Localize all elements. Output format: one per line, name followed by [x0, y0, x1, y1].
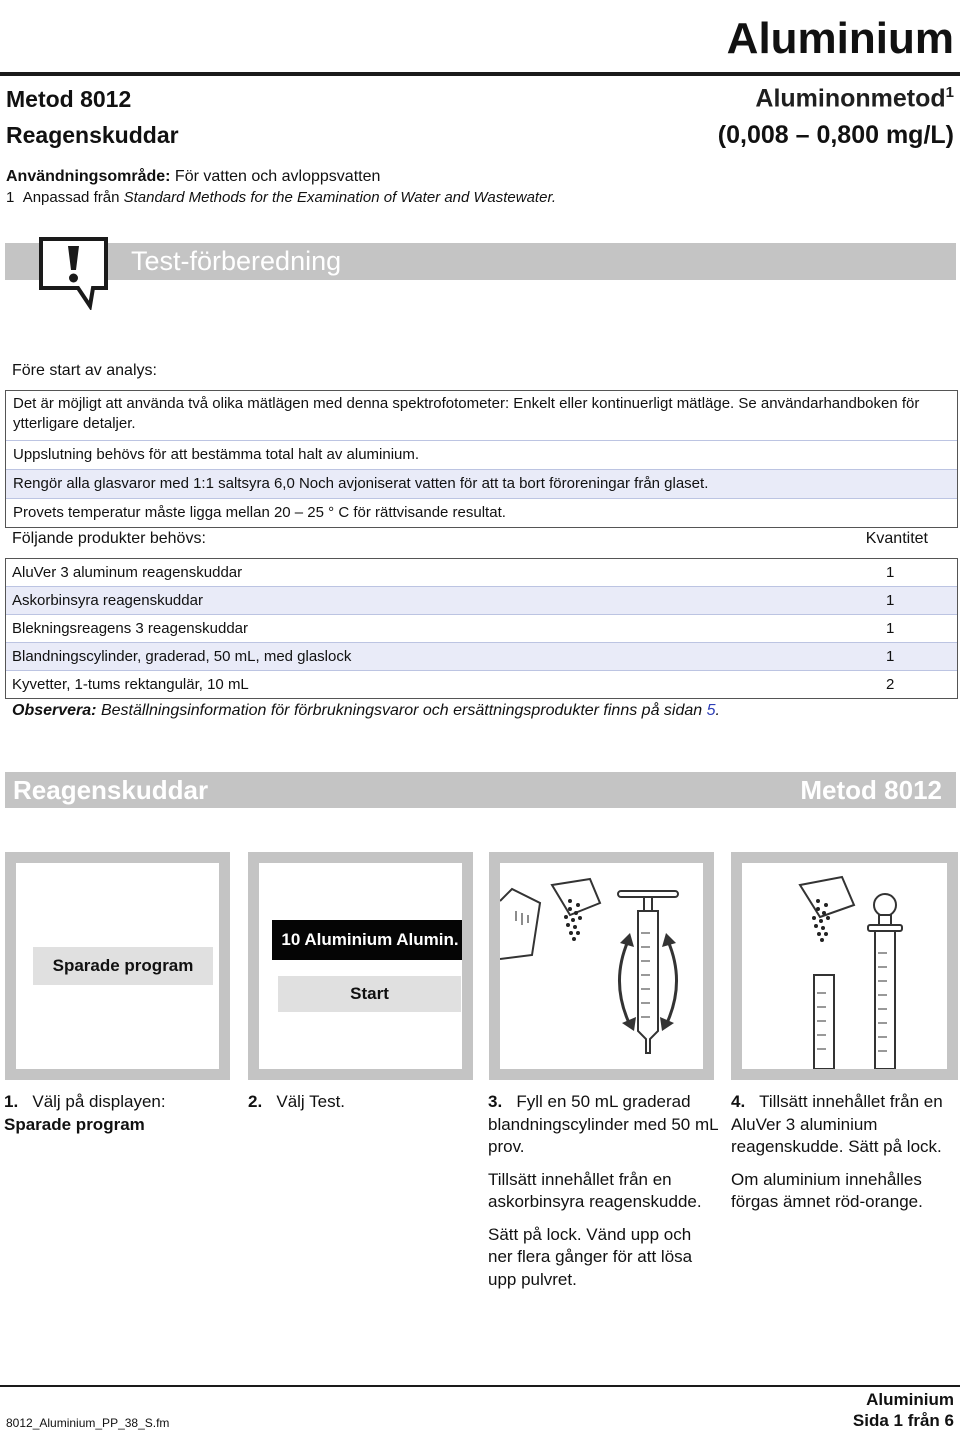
step-2-text: 2. Välj Test.	[248, 1092, 346, 1111]
cylinder-mixing-illustration	[500, 863, 703, 1069]
product-name: Askorbinsyra reagenskuddar	[12, 592, 203, 609]
quantity-label: Kvantitet	[865, 530, 928, 547]
product-qty: 1	[886, 620, 895, 637]
footer-title: Aluminium	[866, 1390, 954, 1409]
product-qty: 1	[886, 564, 895, 581]
method-number: Metod 8012	[6, 86, 132, 112]
footer-rule	[0, 1385, 960, 1387]
table-row	[6, 559, 957, 587]
table-row	[6, 643, 957, 671]
page-number: Sida 1 från 6	[852, 1411, 954, 1430]
section-bar-procedure	[5, 772, 956, 808]
prep-item: Uppslutning behövs för att bestämma total halt av aluminium.	[6, 441, 957, 470]
product-name: Kyvetter, 1-tums rektangulär, 10 mL	[12, 676, 249, 693]
method-type: Reagenskuddar	[6, 122, 179, 148]
prep-list	[5, 390, 958, 528]
product-qty: 1	[886, 648, 895, 665]
start-button[interactable]: Start	[278, 976, 461, 1012]
section-method-procedure: Metod 8012	[800, 775, 942, 805]
prep-item: Det är möjligt att använda två olika mätlägen med denna spektrofotometer: Enkelt eller kontinuerligt mätläge. Se användarhandboken för ytterligare detaljer.	[6, 391, 957, 441]
product-name: Blekningsreagens 3 reagenskuddar	[12, 620, 248, 637]
exclamation-speech-icon	[38, 236, 110, 310]
footnote: 1 Anpassad från Standard Methods for the Examination of Water and Wastewater.	[6, 189, 557, 206]
program-title-display: 10 Aluminium Alumin.	[272, 920, 462, 960]
products-label: Följande produkter behövs:	[12, 530, 206, 547]
scope: Användningsområde: För vatten och avloppsvatten	[6, 168, 381, 185]
page-link[interactable]: 5	[706, 702, 716, 719]
section-title-test-prep: Test-förberedning	[131, 246, 342, 276]
product-qty: 1	[886, 592, 895, 609]
header-rule	[0, 72, 960, 76]
product-name: Blandningscylinder, graderad, 50 mL, med glaslock	[12, 648, 352, 665]
step-panel-2	[248, 852, 473, 1080]
step-panel-3	[489, 852, 714, 1080]
prep-item: Provets temperatur måste ligga mellan 20 – 25 ° C för rättvisande resultat.	[13, 504, 506, 521]
products-table	[5, 558, 958, 699]
step-4-text: 4. Tillsätt innehållet från en AluVer 3 aluminium reagenskudde. Sätt på lock. Om aluminium innehålles förgas ämnet röd-orange.	[731, 1092, 943, 1211]
section-title-procedure: Reagenskuddar	[13, 775, 209, 805]
product-qty: 2	[886, 676, 895, 693]
ordering-note: Observera: Beställningsinformation för förbrukningsvaror och ersättningsprodukter finns på sidan 5.	[12, 702, 720, 719]
method-name: Aluminonmetod$^1$	[755, 84, 954, 113]
saved-programs-button[interactable]: Sparade program	[33, 947, 213, 985]
product-name: AluVer 3 aluminum reagenskuddar	[12, 564, 243, 581]
section-bar-test-prep	[5, 243, 956, 280]
table-row	[6, 671, 957, 698]
table-row	[6, 587, 957, 615]
step-panel-4	[731, 852, 958, 1080]
step-panel-1	[5, 852, 230, 1080]
measurement-range: (0,008 – 0,800 mg/L)	[717, 121, 954, 149]
add-reagent-illustration	[742, 863, 947, 1069]
prep-item: Rengör alla glasvaror med 1:1 saltsyra 6,0 Noch avjoniserat vatten för att ta bort föroreningar från glaset.	[6, 470, 957, 499]
step-1-text: 1. Välj på displayen: Sparade program	[4, 1092, 166, 1134]
footer-filename: 8012_Aluminium_PP_38_S.fm	[6, 1416, 170, 1430]
table-row	[6, 615, 957, 643]
step-3-text: 3. Fyll en 50 mL graderad blandningscylinder med 50 mL prov. Tillsätt innehållet från en askorbinsyra reagenskudde. Sätt på lock. Vänd upp och ner flera gånger för att lösa upp pulvret.	[488, 1092, 718, 1289]
before-start-label: Före start av analys:	[12, 362, 157, 379]
document-title: Aluminium	[726, 14, 954, 63]
